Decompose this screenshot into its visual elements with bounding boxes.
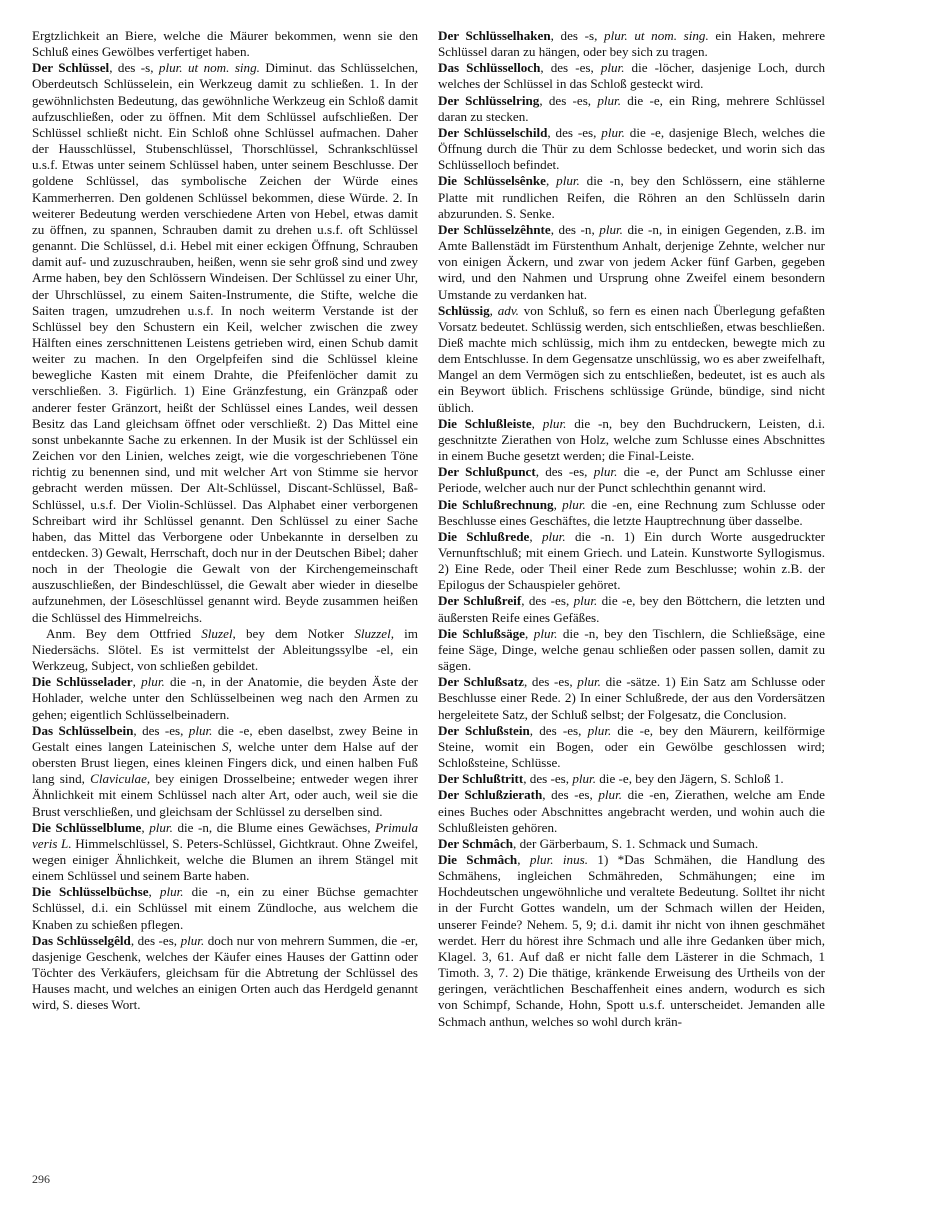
entry-headword: Der Schlüssel [32, 60, 110, 76]
entry-headword: Der Schlüsselring [438, 92, 540, 108]
entry-text: die -n, die Blume eines Gewächses, [172, 819, 376, 835]
entry-text: , [517, 851, 530, 867]
entry-italic: plur. [577, 674, 601, 690]
dictionary-entry [438, 60, 825, 92]
entry-text: , des -es, [133, 722, 189, 738]
entry-text: , des -es, [547, 124, 602, 140]
entry-italic: plur. [601, 124, 625, 140]
entry-text: die -e, ein Ring, mehrere Schlüssel daran zu stecken. [438, 92, 825, 124]
entry-text: die -n, bey den Buchdruckern, Leisten, d.i. geschnitzte Zierathen von Holz, welche zum Schlusse eines Abschnittes in einem Buche gesetzt werden; die Final-Leiste. [438, 415, 825, 464]
entry-text: 1) *Das Schmähen, die Handlung des Schmähens, ingleichen Schmähreden, Schmähungen; eine im Hochdeutschen ungewöhnliche und veraltete Bedeutung. Solltet ihr nicht in der Furcht Gottes wandeln, um der Schmach willen der Heiden, unserer Feinde? Nehem. 5, 9; d.i. damit ihr nicht von ihnen geschmähet werdet. Herr du hörest ihre Schmach und alle ihre Gedanken über mich, Klagel. 3, 61. Auf daß er nicht falle dem Lästerer in die Schmach, 1 Timoth. 3, 7. 2) Die thätige, kränkende Erweisung des Urtheils von der geringen, verächtlichen Beschaffenheit eines andern, wodurch es sich von Schimpf, Schande, Hohn, Spott u.s.f. unterscheidet. Jemanden alle Schmach anthun, welches so wohl durch krän- [438, 851, 826, 1029]
entry-text: die -e, bey den Böttchern, die letzten und äußersten Reife eines Gefäßes. [438, 593, 825, 625]
entry-italic: Primula veris L. [32, 819, 418, 851]
entry-text: Himmelschlüssel, S. Peters-Schlüssel, Gichtkraut. Ohne Zweifel, wegen einiger Ähnlichkeit, welche die Blumen an ihrem Stängel mit einem Schlüssel und seinem Barte haben. [32, 835, 418, 884]
entry-italic: plur. [141, 674, 165, 690]
entry-italic: plur. inus. [529, 851, 589, 867]
dictionary-entry [438, 125, 825, 173]
dictionary-entry [32, 723, 418, 820]
entry-headword: Die Schlüsselbüchse [32, 884, 149, 900]
entry-italic: Claviculae, [90, 771, 151, 787]
entry-text: die -n, in der Anatomie, die beyden Äste der Hohlader, welche unter den Schlüsselbeinen weg nach den Armen zu gehen; eigentlich Schlüsselbeinadern. [32, 674, 418, 722]
entry-text: die -n, bey den Schlössern, eine stählerne Platte mit rundlichen Reifen, die Röhren an den Schlüsseln darin abzurunden. S. Senke. [438, 173, 825, 221]
entry-text: , der Gärberbaum, S. 1. Schmack und Sumach. [513, 835, 759, 851]
entry-headword: Die Schlußsäge [438, 625, 525, 641]
dictionary-entry [32, 674, 418, 722]
entry-text: , [141, 819, 150, 835]
entry-text: , [529, 528, 542, 544]
entry-text: Anm. Bey dem Ottfried [46, 625, 202, 641]
entry-headword: Der Schlüsselhaken [438, 28, 551, 43]
entry-headword: Die Schlußleiste [438, 415, 532, 431]
entry-text: die -sätze. 1) Ein Satz am Schlusse oder Beschlusse einer Rede. 2) In einer Schlußrede, der aus den Vordersätzen hergeleitete Satz, der Schluß selbst; der Folgesatz, die Conclusion. [438, 674, 825, 722]
dictionary-entry [438, 836, 825, 852]
entry-headword: Der Schlußstein [438, 722, 530, 738]
entry-italic: plur. ut nom. sing. [604, 28, 709, 43]
dictionary-entry [438, 593, 825, 625]
entry-text: , des -s, [109, 60, 159, 76]
entry-italic: plur. [533, 625, 558, 641]
dictionary-entry [438, 787, 825, 835]
entry-headword: Die Schlußrechnung [438, 496, 554, 512]
entry-italic: S, [222, 738, 232, 754]
entry-headword: Der Schmâch [438, 835, 514, 851]
entry-headword: Die Schmâch [438, 851, 518, 867]
entry-italic: plur. [597, 92, 621, 108]
entry-text: , des -es, [535, 464, 594, 480]
entry-italic: plur. [556, 173, 580, 189]
dictionary-entry [438, 723, 825, 771]
entry-text: , [524, 625, 534, 641]
dictionary-entry [438, 497, 825, 529]
entry-headword: Schlüssig [438, 302, 490, 318]
right-column [438, 28, 825, 1030]
entry-headword: Die Schlüsselblume [32, 819, 142, 835]
entry-text: von Schluß, so fern es einen nach Überlegung gefaßten Vorsatz bedeutet. Schlüssig werden, sich entschließen, etwas beschließen. Dieß machte mich schlüssig, mich ihm zu entdecken, bewegte mich zu dem Entschlusse. In dem Gegensatze unschlüssig, wo es aber zweifelhaft, Mangel an dem Vermögen sich zu entschließen, bedeutet, ist es auch als ein Beywort üblich. Frischens schlüssige Gründe, bündige, sind nicht üblich. [438, 302, 825, 415]
entry-italic: plur. [598, 787, 622, 803]
dictionary-entry [32, 626, 418, 674]
dictionary-entry [438, 416, 825, 464]
entry-text: , des -es, [523, 771, 573, 787]
dictionary-entry [438, 771, 825, 787]
entry-headword: Der Schlußzierath [438, 787, 543, 803]
entry-text: , [132, 674, 142, 690]
dictionary-entry [438, 529, 825, 594]
entry-italic: adv. [497, 302, 519, 318]
entry-text: , des -n, [550, 221, 600, 237]
entry-text: Ergtzlichkeit an Biere, welche die Mäurer bekommen, wenn sie den Schluß eines Gewölbes verfertiget haben. [32, 28, 418, 60]
entry-text: Diminut. das Schlüsselchen, Oberdeutsch Schlüsselein, ein Werkzeug damit zu schließen. 1. In der gewöhnlichsten Bedeutung, das gewöhnliche Werkzeug ein Schloß damit aufzuschließen, oder zu öffnen. Mit dem Schlüssel aufschließen. Der Schlüssel schließt nicht. Ein Schloß ohne Schlüssel aufmachen. Daher der Hausschlüssel, Stubenschlüssel, Thorschlüssel, Schrankschlüssel u.s.f. Etwas unter seinem Schlüssel haben, unter seinem Beschlusse. Der goldene Schlüssel, das symbolische Zeichen der Würde eines Kammerherren. Den goldenen Schlüssel bekommen, diese Würde. 2. In weiterer Bedeutung werden verschiedene Arten von Hebel, etwas damit zu öffnen, zu spannen, Schrauben damit zu drehen u.s.f. oft Schlüssel genannt. Die Schlüssel, d.i. Hebel mit einer eckigen Öffnung, Schrauben damit auf- und zuzuschrauben, heißen, wenn sie sehr groß sind und zwey Arme haben, bey den Schlössern Windeisen. Der Schlüssel zu einer Uhr, der Uhrschlüssel, zu einem Saiten-Instrumente, die Stifte, welche die Saiten tragen, umzudrehen u.s.f. In noch weiterm Verstande ist der Schlüssel bey den Schustern ein Keil, welcher zwischen die zwey Hälften eines zerschnittenen Leistens getrieben wird, einen Schub damit weiter zu machen. In den Orgelpfeifen sind die Schlüssel kleine bewegliche Kasten mit einem Drahte, die Pfeifenlöcher damit zu verschließen. 3. Figürlich. 1) Eine Gränzfestung, ein Gränzpaß oder anderer fester Gränzort, heißt der Schlüssel eines Landes, weil dessen Besitz das Land gleichsam öffnet oder verschließt. 2) Das Mittel eine sonst unbekannte Sache zu erkennen. In der Musik ist der Schlüssel ein Zeichen vor den Linien, welches zeigt, wie die vorgeschriebenen Töne richtig zu benennen sind, und mit welcher Art von Stimme sie hervor gebracht werden müssen. Der Alt-Schlüssel, Discant-Schlüssel, Baß-Schlüssel, u.s.f. Der Violin-Schlüssel. Das Alphabet einer verborgenen Schreibart wird ihr Schlüssel genannt. Den Schlüssel zu einer Sache haben, das Mittel das Verborgene oder Unbekannte in derselben zu entdecken. 3) Gewalt, Herrschaft, doch nur in der Deutschen Bibel; daher noch in der Theologie die Gewalt von der Kirchengemeinschaft auszuschließen, der Bindeschlüssel, die Gewalt aber wieder in dieselbe aufzunehmen, der Löseschlüssel genannt wird. Beyde zusammen heißen die Schlüssel des Himmelreichs. [32, 60, 419, 625]
entry-text: die -n, bey den Tischlern, die Schließsäge, eine feine Säge, Dinge, welche genau schließen oder passen sollen, damit zu sägen. [438, 625, 826, 674]
entry-headword: Der Schlußreif [438, 593, 522, 609]
entry-headword: Der Schlüsselzêhnte [438, 221, 551, 237]
entry-text: , [531, 415, 543, 431]
entry-text: , des -es, [521, 593, 574, 609]
entry-text: bey dem Notker [235, 625, 355, 641]
entry-text: , [489, 302, 498, 318]
dictionary-entry [438, 464, 825, 496]
entry-headword: Der Schlüsselschild [438, 124, 548, 140]
entry-italic: plur. [600, 60, 625, 76]
entry-headword: Der Schlußpunct [438, 464, 536, 480]
entry-italic: plur. [188, 722, 213, 738]
entry-italic: plur. [587, 722, 612, 738]
entry-italic: plur. [149, 819, 173, 835]
entry-headword: Das Schlüsselbein [32, 722, 134, 738]
dictionary-entry [32, 884, 418, 932]
entry-italic: plur. [542, 415, 567, 431]
dictionary-entry [32, 820, 418, 885]
entry-italic: Sluzel, [201, 625, 236, 641]
entry-text: die -n. 1) Ein durch Worte ausgedruckter Vernunftschluß; mit einem Griech. und Latein. Kunstworte Syllogismus. 2) Eine Rede, oder Theil einer Rede zum Beschlusse; wohin z.B. der Epilogus der Schauspieler gehöret. [438, 528, 826, 593]
entry-headword: Der Schlußtritt [438, 771, 524, 787]
left-column [32, 28, 418, 1014]
entry-text: , des -es, [542, 787, 599, 803]
entry-text: die -e, bey den Mäurern, keilförmige Steine, womit ein Bogen, oder ein Gewölbe geschlossen wird; Schloßsteine, Schlüsse. [438, 722, 825, 771]
entry-text: die -löcher, dasjenige Loch, durch welches der Schlüssel in das Schloß gesteckt wird. [438, 60, 825, 92]
dictionary-entry [438, 852, 825, 1030]
entry-text: , [553, 496, 563, 512]
entry-italic: plur. [562, 496, 586, 512]
dictionary-entry [438, 28, 825, 60]
entry-text: , [546, 173, 557, 189]
entry-text: , des -es, [529, 722, 588, 738]
entry-italic: plur. ut nom. sing. [158, 60, 260, 76]
entry-italic: plur. [159, 884, 184, 900]
entry-text: im Niedersächs. Slötel. Es ist vermittelst der Ableitungssylbe -el, ein Werkzeug, Subject, von schließen gebildet. [32, 625, 418, 674]
dictionary-entry [438, 674, 825, 722]
entry-headword: Der Schlußsatz [438, 674, 524, 690]
entry-text: , des -es, [540, 60, 601, 76]
entry-text: die -e, dasjenige Blech, welches die Öffnung durch die Thür zu dem Schlosse bedecket, und worin sich das Schlüsselloch befindet. [438, 124, 826, 173]
entry-text: die -en, Zierathen, welche am Ende eines Buches oder Abschnittes angebracht werden, und wohin auch die Schlußleisten gehören. [438, 787, 825, 835]
dictionary-entry [438, 626, 825, 674]
entry-italic: plur. [593, 464, 618, 480]
entry-text: , des -es, [539, 92, 598, 108]
entry-headword: Das Schlüsselloch [438, 60, 541, 76]
entry-headword: Die Schlüsselsênke [438, 173, 546, 189]
entry-text: die -n, ein zu einer Büchse gemachter Schlüssel, d.i. ein Schlüssel mit einem Zündloche, aus welchem die Knaben zu schießen pflegen. [32, 884, 419, 932]
entry-text: die -e, der Punct am Schlusse einer Periode, welcher auch nur der Punct schlechthin genannt wird. [438, 464, 825, 496]
entry-text: die -e, bey den Jägern, S. Schloß 1. [595, 771, 784, 787]
page-number: 296 [32, 1172, 50, 1186]
entry-text: , des -s, [550, 28, 605, 43]
entry-italic: plur. [573, 593, 598, 609]
entry-text: welche unter dem Halse auf der obersten Brust liegen, eines kleinen Fingers dick, und einen halben Fuß lang sind, [32, 738, 418, 787]
entry-text: , des -es, [130, 932, 181, 948]
entry-text: , des -es, [523, 674, 578, 690]
entry-italic: plur. [180, 932, 205, 948]
entry-headword: Das Schlüsselgêld [32, 932, 131, 948]
dictionary-entry [32, 933, 418, 1014]
entry-text: ein Haken, mehrere Schlüssel daran zu hängen, oder bey sich zu tragen. [438, 28, 826, 60]
entry-text: doch nur von mehrern Summen, die -er, dasjenige Geschenk, welches der Käufer eines Hauses der Gattinn oder Töchter des Verkäufers, gleichsam für die Abtretung der Schlüssel des Hauses macht, und welches an einigen Orten auch das Herdgeld genannt wird, S. dieses Wort. [32, 932, 418, 1013]
dictionary-entry [438, 93, 825, 125]
dictionary-entry [438, 222, 825, 303]
entry-italic: Sluzzel, [354, 625, 394, 641]
entry-headword: Die Schlußrede [438, 528, 530, 544]
entry-headword: Die Schlüsselader [32, 674, 133, 690]
dictionary-entry [438, 173, 825, 221]
entry-text: die -n, in einigen Gegenden, z.B. im Amte Ballenstädt im Fürstenthum Anhalt, derjenige Zehnte, welcher nur von einigen Äckern, und zwar von jedem Acker fünf Garben, gegeben wird, und den Nahmen und Ursprung ohne Zweifel einem besondern Umstande zu verdanken hat. [438, 221, 825, 302]
dictionary-entry [32, 60, 418, 625]
entry-text: die -en, eine Rechnung zum Schlusse oder Beschlusse eines Geschäftes, die letzte Hauptrechnung über dasselbe. [438, 496, 825, 528]
entry-text: bey einigen Drosselbeine; entweder wegen ihrer Ähnlichkeit mit einem Schlüssel nach alter Art, oder auch, weil sie die Brust verschließen, und gleichsam der Schlüssel zu derselben sind. [32, 771, 418, 819]
entry-italic: plur. [572, 771, 596, 787]
dictionary-entry [32, 28, 418, 60]
entry-italic: plur. [599, 221, 623, 237]
entry-text: , [148, 884, 160, 900]
dictionary-entry [438, 303, 825, 416]
entry-text: die -e, eben daselbst, zwey Beine in Gestalt eines langen Lateinischen [32, 722, 418, 754]
entry-italic: plur. [541, 528, 566, 544]
